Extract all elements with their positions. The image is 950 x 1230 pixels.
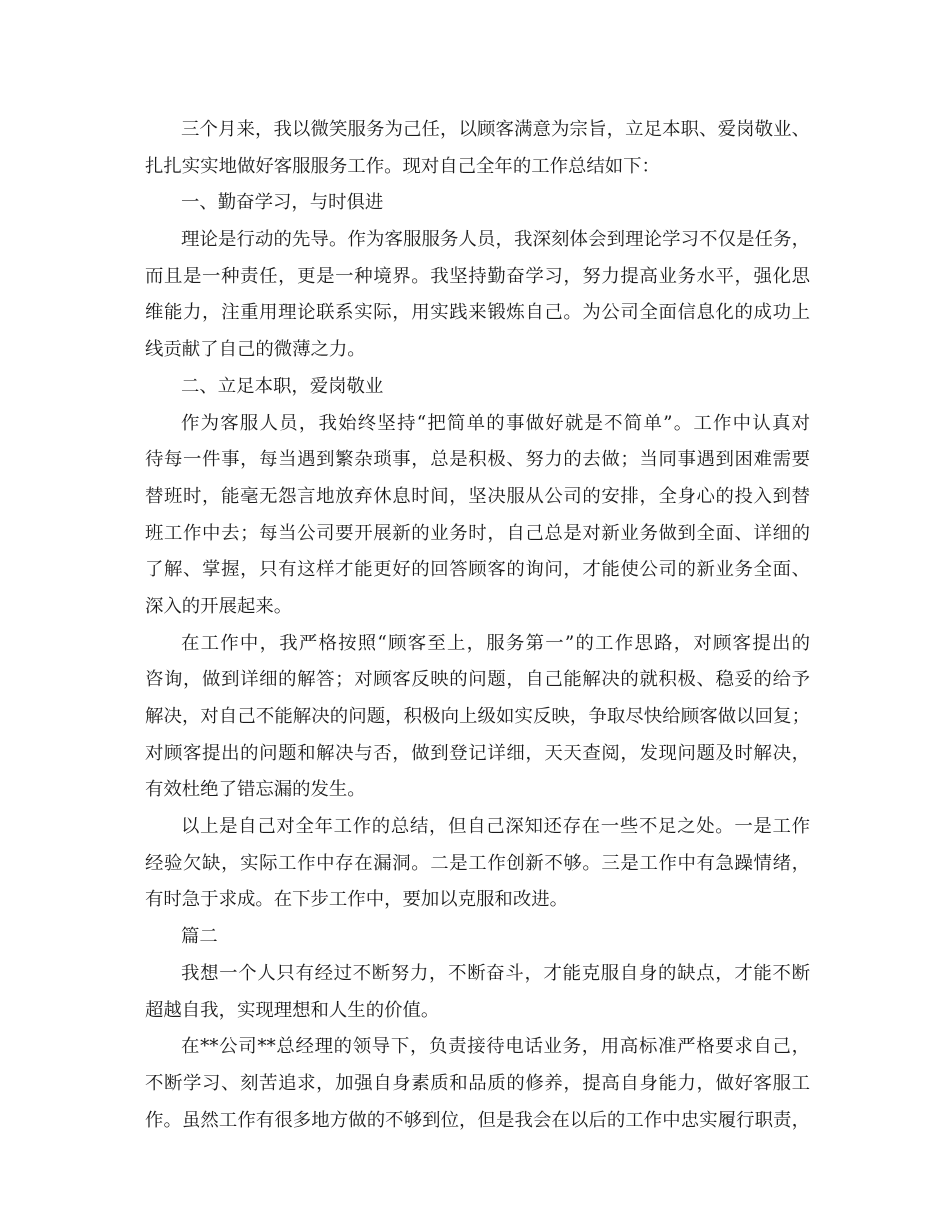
text-line: 待每一件事，每当遇到繁杂琐事，总是积极、努力的去做；当同事遇到困难需要 (145, 449, 810, 471)
text-line: 一、勤奋学习，与时俱进 (181, 192, 384, 214)
text-line: 理论是行动的先导。作为客服服务人员，我深刻体会到理论学习不仅是任务， (181, 229, 810, 251)
text-line: 三个月来，我以微笑服务为己任，以顾客满意为宗旨，立足本职、爱岗敬业、 (181, 119, 810, 140)
text-line: 超越自我，实现理想和人生的价值。 (145, 999, 440, 1021)
text-line: 在**公司**总经理的领导下，负责接待电话业务，用高标准严格要求自己， (181, 1036, 810, 1058)
text-line: 作。虽然工作有很多地方做的不够到位，但是我会在以后的工作中忠实履行职责， (145, 1109, 810, 1131)
text-line: 我想一个人只有经过不断努力，不断奋斗，才能克服自身的缺点，才能不断 (181, 962, 810, 984)
text-line: 咨询，做到详细的解答；对顾客反映的问题，自己能解决的就积极、稳妥的给予 (145, 669, 810, 691)
text-line: 不断学习、刻苦追求，加强自身素质和品质的修养，提高自身能力，做好客服工 (145, 1072, 810, 1094)
text-line: 在工作中，我严格按照“顾客至上，服务第一”的工作思路，对顾客提出的 (181, 632, 810, 654)
text-line: 而且是一种责任，更是一种境界。我坚持勤奋学习，努力提高业务水平，强化思 (145, 265, 810, 287)
text-line: 篇二 (181, 926, 218, 948)
text-line: 对顾客提出的问题和解决与否，做到登记详细，天天查阅，发现问题及时解决， (145, 742, 810, 764)
text-line: 了解、掌握，只有这样才能更好的回答顾客的询问，才能使公司的新业务全面、 (145, 559, 810, 581)
text-line: 有效杜绝了错忘漏的发生。 (145, 779, 366, 801)
text-line: 班工作中去；每当公司要开展新的业务时，自己总是对新业务做到全面、详细的 (145, 522, 810, 544)
text-line: 扎扎实实地做好客服服务工作。现对自己全年的工作总结如下： (145, 155, 660, 177)
text-line: 线贡献了自己的微薄之力。 (145, 339, 366, 361)
text-line: 以上是自己对全年工作的总结，但自己深知还存在一些不足之处。一是工作 (181, 816, 810, 838)
text-line: 深入的开展起来。 (145, 595, 293, 617)
text-line: 二、立足本职，爱岗敬业 (181, 375, 384, 397)
text-line: 作为客服人员，我始终坚持“把简单的事做好就是不简单”。工作中认真对 (181, 412, 810, 434)
document-page (145, 112, 810, 1139)
text-line: 维能力，注重用理论联系实际，用实践来锻炼自己。为公司全面信息化的成功上 (145, 302, 810, 324)
text-line: 经验欠缺，实际工作中存在漏洞。二是工作创新不够。三是工作中有急躁情绪， (145, 852, 810, 874)
text-line: 替班时，能毫无怨言地放弃休息时间，坚决服从公司的安排，全身心的投入到替 (145, 485, 810, 507)
text-line: 有时急于求成。在下步工作中，要加以克服和改进。 (145, 889, 568, 911)
text-line: 解决，对自己不能解决的问题，积极向上级如实反映，争取尽快给顾客做以回复； (145, 706, 810, 727)
